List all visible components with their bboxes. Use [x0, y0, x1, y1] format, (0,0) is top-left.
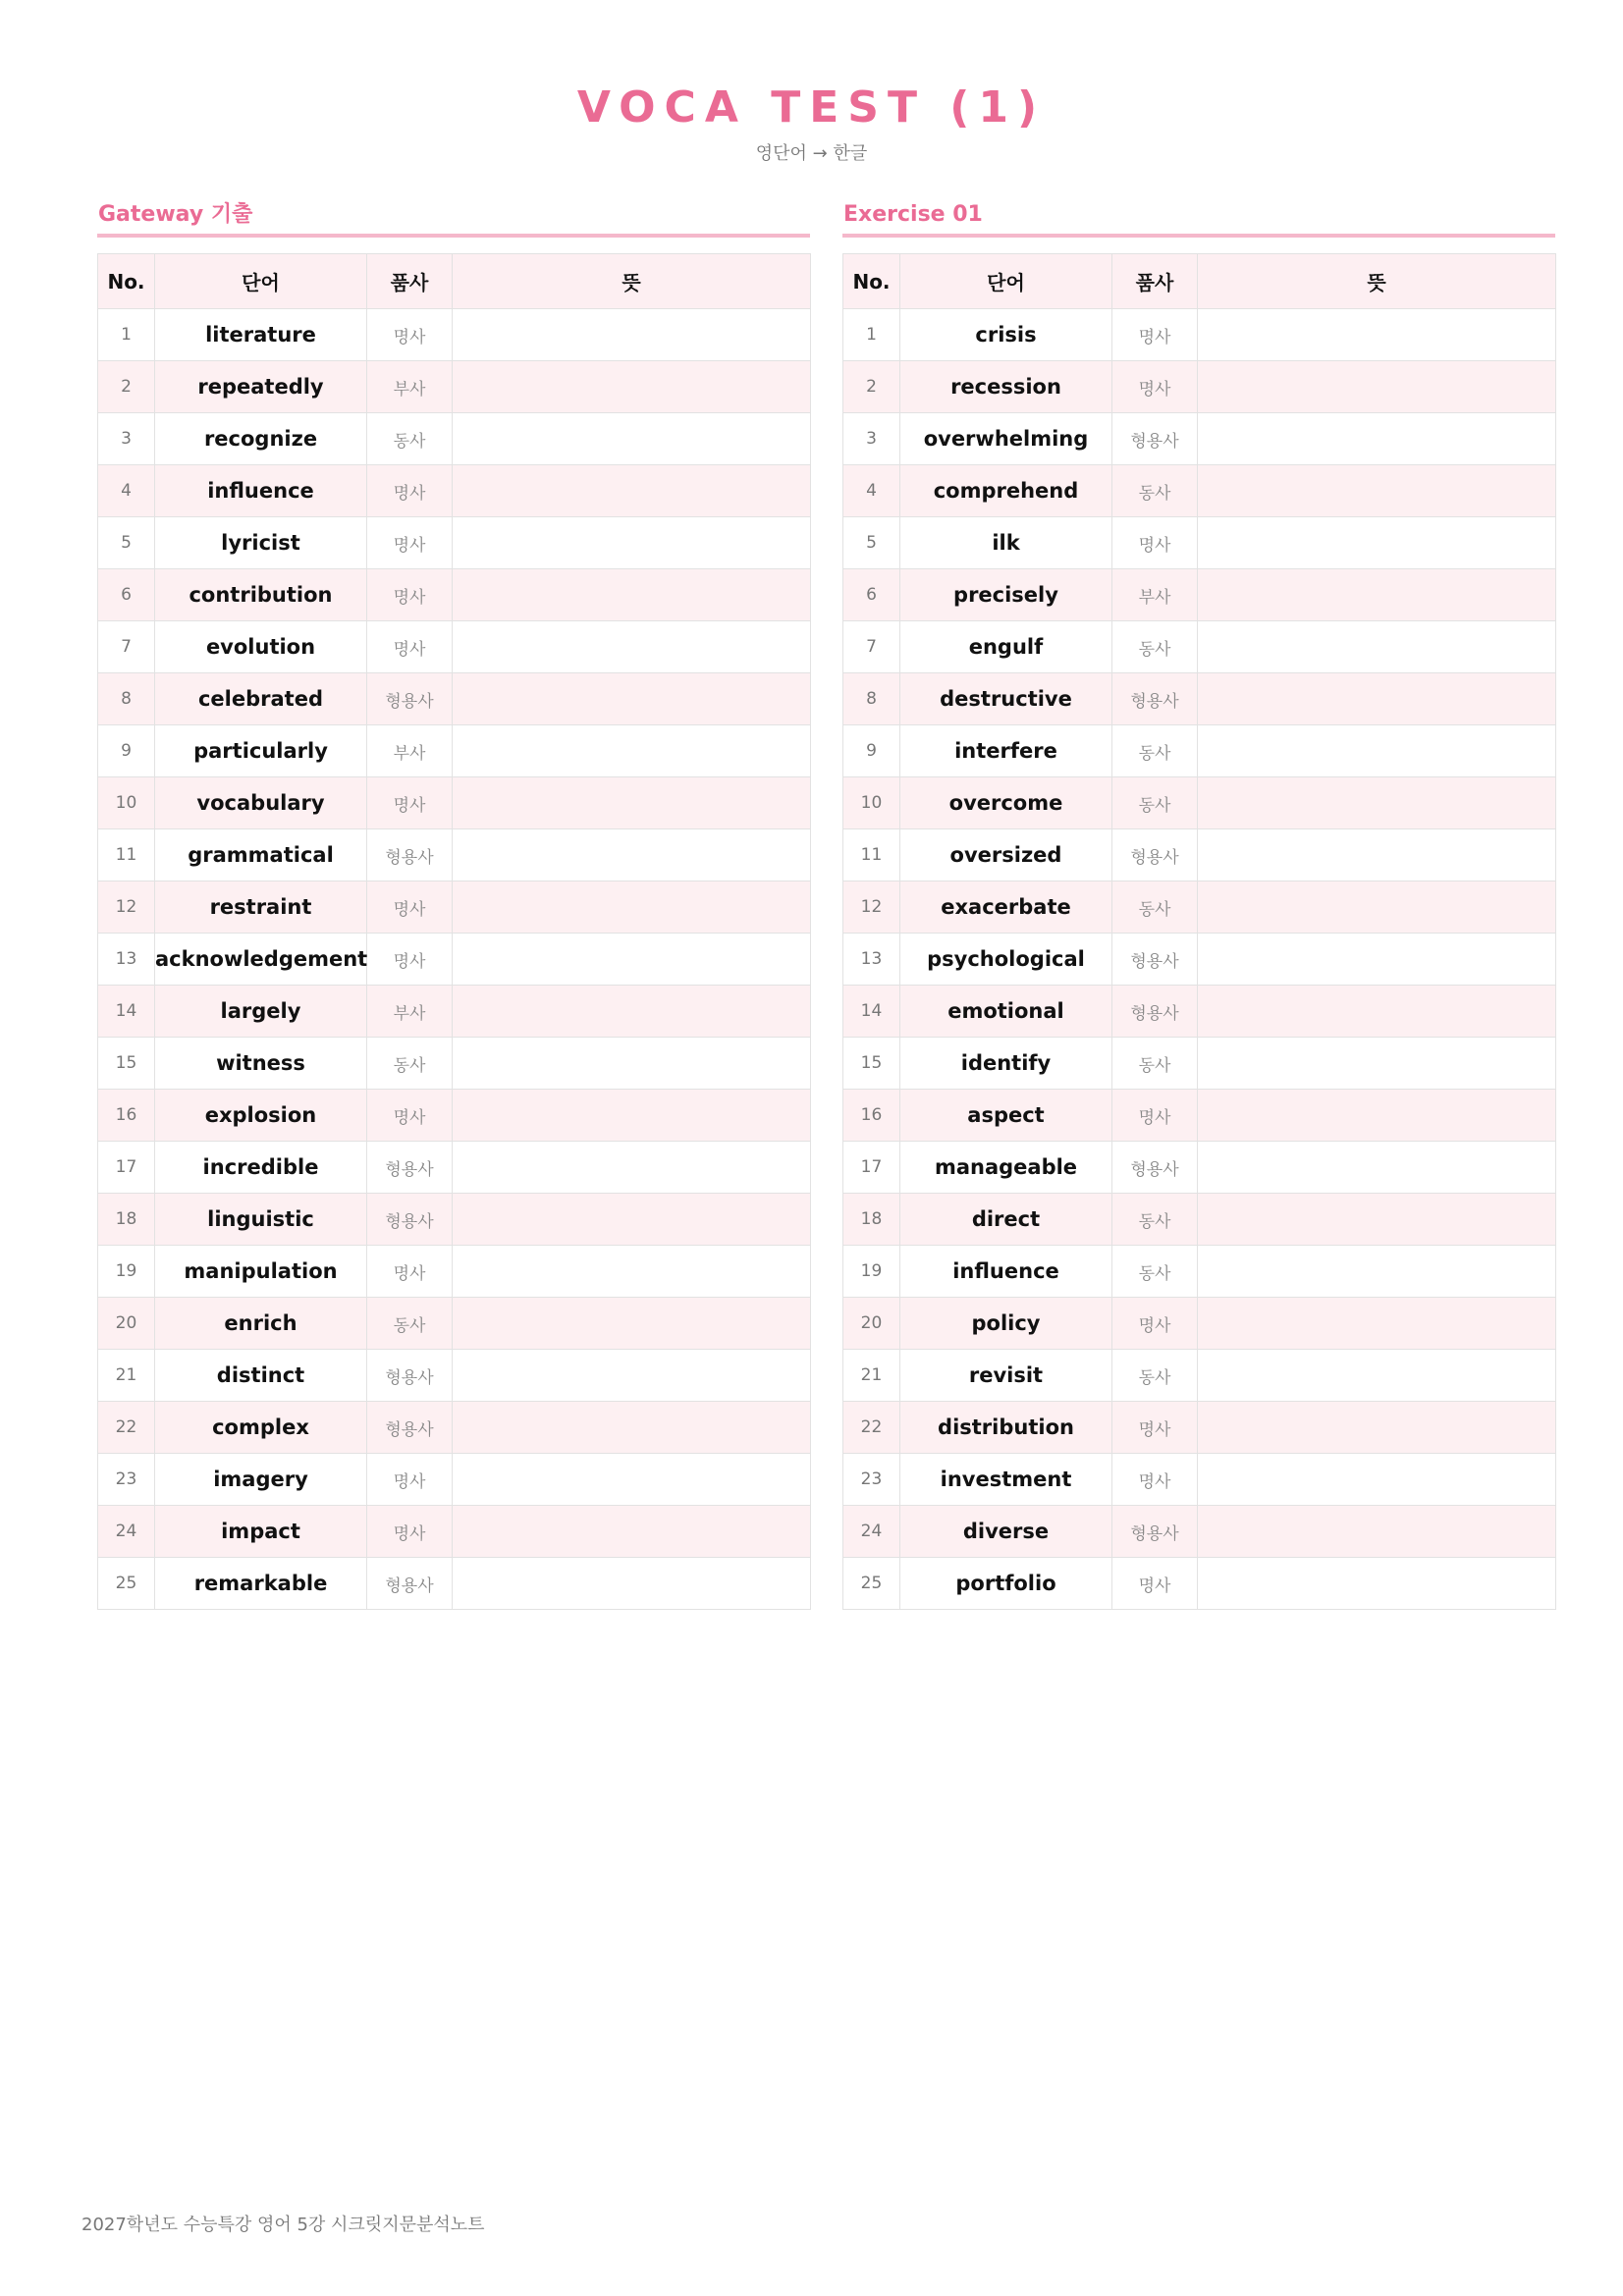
column-header-no: No.: [843, 254, 900, 309]
meaning-cell: [1198, 309, 1556, 361]
meaning-cell: [453, 1454, 811, 1506]
meaning-cell: [453, 1402, 811, 1454]
table-row: [843, 673, 1556, 725]
table-row: [98, 465, 811, 517]
table-row: [98, 1142, 811, 1194]
vocab-word: crisis: [900, 309, 1112, 361]
table-row: [843, 1246, 1556, 1298]
vocab-word: interfere: [900, 725, 1112, 777]
row-number: 9: [843, 725, 900, 777]
part-of-speech: 명사: [367, 777, 453, 829]
vocab-word: acknowledgement: [155, 934, 367, 986]
part-of-speech: 형용사: [1112, 413, 1198, 465]
row-number: 25: [98, 1558, 155, 1610]
meaning-cell: [453, 569, 811, 621]
part-of-speech: 명사: [1112, 1402, 1198, 1454]
part-of-speech: 명사: [1112, 309, 1198, 361]
part-of-speech: 형용사: [367, 829, 453, 881]
column-header-pos: 품사: [367, 254, 453, 309]
meaning-cell: [453, 1298, 811, 1350]
meaning-cell: [453, 881, 811, 934]
table-row: [98, 777, 811, 829]
vocab-word: explosion: [155, 1090, 367, 1142]
column-header-no: No.: [98, 254, 155, 309]
part-of-speech: 명사: [367, 309, 453, 361]
row-number: 8: [843, 673, 900, 725]
meaning-cell: [1198, 829, 1556, 881]
part-of-speech: 명사: [367, 517, 453, 569]
row-number: 23: [98, 1454, 155, 1506]
vocab-word: vocabulary: [155, 777, 367, 829]
row-number: 12: [98, 881, 155, 934]
part-of-speech: 동사: [1112, 1246, 1198, 1298]
meaning-cell: [1198, 777, 1556, 829]
meaning-cell: [453, 1246, 811, 1298]
vocab-word: repeatedly: [155, 361, 367, 413]
vocab-table-body: [843, 309, 1556, 1610]
row-number: 16: [843, 1090, 900, 1142]
vocab-word: revisit: [900, 1350, 1112, 1402]
part-of-speech: 동사: [1112, 725, 1198, 777]
meaning-cell: [1198, 934, 1556, 986]
part-of-speech: 형용사: [1112, 1506, 1198, 1558]
table-row: [98, 1194, 811, 1246]
row-number: 22: [98, 1402, 155, 1454]
vocab-word: identify: [900, 1038, 1112, 1090]
vocab-word: engulf: [900, 621, 1112, 673]
table-row: [98, 413, 811, 465]
vocab-word: recession: [900, 361, 1112, 413]
vocab-word: diverse: [900, 1506, 1112, 1558]
vocab-word: lyricist: [155, 517, 367, 569]
vocab-word: remarkable: [155, 1558, 367, 1610]
row-number: 13: [98, 934, 155, 986]
row-number: 21: [843, 1350, 900, 1402]
table-row: [98, 1454, 811, 1506]
table-row: [843, 1194, 1556, 1246]
part-of-speech: 명사: [1112, 517, 1198, 569]
meaning-cell: [453, 1090, 811, 1142]
part-of-speech: 형용사: [1112, 829, 1198, 881]
table-row: [843, 361, 1556, 413]
row-number: 6: [843, 569, 900, 621]
part-of-speech: 형용사: [367, 1558, 453, 1610]
row-number: 15: [843, 1038, 900, 1090]
part-of-speech: 명사: [1112, 1558, 1198, 1610]
part-of-speech: 동사: [1112, 621, 1198, 673]
meaning-cell: [1198, 1350, 1556, 1402]
row-number: 12: [843, 881, 900, 934]
table-row: [843, 777, 1556, 829]
table-row: [843, 1402, 1556, 1454]
table-row: [843, 621, 1556, 673]
meaning-cell: [1198, 361, 1556, 413]
table-row: [843, 569, 1556, 621]
vocab-word: grammatical: [155, 829, 367, 881]
row-number: 2: [98, 361, 155, 413]
table-row: [98, 361, 811, 413]
vocab-word: contribution: [155, 569, 367, 621]
part-of-speech: 부사: [367, 725, 453, 777]
page-footer: 2027학년도 수능특강 영어 5강 시크릿지문분석노트: [81, 2215, 485, 2235]
vocab-word: destructive: [900, 673, 1112, 725]
vocab-word: policy: [900, 1298, 1112, 1350]
meaning-cell: [1198, 569, 1556, 621]
row-number: 23: [843, 1454, 900, 1506]
vocab-word: influence: [900, 1246, 1112, 1298]
meaning-cell: [1198, 413, 1556, 465]
vocab-word: comprehend: [900, 465, 1112, 517]
part-of-speech: 명사: [367, 881, 453, 934]
page-subtitle: 영단어 → 한글: [755, 143, 868, 164]
row-number: 1: [843, 309, 900, 361]
meaning-cell: [453, 1038, 811, 1090]
column-header-word: 단어: [900, 254, 1112, 309]
table-row: [843, 1038, 1556, 1090]
table-row: [98, 934, 811, 986]
meaning-cell: [1198, 1038, 1556, 1090]
row-number: 4: [843, 465, 900, 517]
part-of-speech: 부사: [1112, 569, 1198, 621]
vocab-word: manipulation: [155, 1246, 367, 1298]
row-number: 14: [98, 986, 155, 1038]
meaning-cell: [453, 777, 811, 829]
meaning-cell: [1198, 1506, 1556, 1558]
table-row: [843, 517, 1556, 569]
meaning-cell: [453, 1142, 811, 1194]
row-number: 5: [98, 517, 155, 569]
part-of-speech: 명사: [367, 934, 453, 986]
row-number: 18: [843, 1194, 900, 1246]
vocab-word: witness: [155, 1038, 367, 1090]
meaning-cell: [1198, 465, 1556, 517]
meaning-cell: [453, 986, 811, 1038]
part-of-speech: 형용사: [1112, 934, 1198, 986]
table-row: [98, 986, 811, 1038]
row-number: 3: [98, 413, 155, 465]
header-row: [98, 254, 811, 309]
table-row: [843, 1506, 1556, 1558]
vocab-word: celebrated: [155, 673, 367, 725]
part-of-speech: 동사: [1112, 777, 1198, 829]
row-number: 10: [843, 777, 900, 829]
row-number: 9: [98, 725, 155, 777]
part-of-speech: 동사: [1112, 1194, 1198, 1246]
meaning-cell: [453, 934, 811, 986]
part-of-speech: 형용사: [367, 673, 453, 725]
column-header-word: 단어: [155, 254, 367, 309]
part-of-speech: 명사: [367, 1506, 453, 1558]
meaning-cell: [1198, 1090, 1556, 1142]
row-number: 15: [98, 1038, 155, 1090]
part-of-speech: 형용사: [367, 1350, 453, 1402]
table-row: [843, 1558, 1556, 1610]
meaning-cell: [453, 621, 811, 673]
meaning-cell: [1198, 621, 1556, 673]
table-row: [843, 829, 1556, 881]
table-row: [98, 1558, 811, 1610]
table-row: [98, 1506, 811, 1558]
table-row: [98, 309, 811, 361]
meaning-cell: [1198, 673, 1556, 725]
row-number: 16: [98, 1090, 155, 1142]
meaning-cell: [453, 413, 811, 465]
row-number: 11: [843, 829, 900, 881]
part-of-speech: 동사: [1112, 881, 1198, 934]
row-number: 22: [843, 1402, 900, 1454]
vocab-word: evolution: [155, 621, 367, 673]
meaning-cell: [453, 673, 811, 725]
table-row: [98, 517, 811, 569]
vocab-word: aspect: [900, 1090, 1112, 1142]
part-of-speech: 동사: [367, 413, 453, 465]
table-row: [843, 1454, 1556, 1506]
vocab-word: complex: [155, 1402, 367, 1454]
row-number: 4: [98, 465, 155, 517]
table-row: [98, 1350, 811, 1402]
meaning-cell: [1198, 986, 1556, 1038]
row-number: 13: [843, 934, 900, 986]
part-of-speech: 형용사: [367, 1142, 453, 1194]
table-row: [98, 1090, 811, 1142]
vocab-word: influence: [155, 465, 367, 517]
table-row: [98, 621, 811, 673]
part-of-speech: 명사: [367, 1090, 453, 1142]
part-of-speech: 부사: [367, 361, 453, 413]
header-row: [843, 254, 1556, 309]
meaning-cell: [453, 361, 811, 413]
part-of-speech: 동사: [1112, 1350, 1198, 1402]
part-of-speech: 명사: [367, 569, 453, 621]
meaning-cell: [453, 517, 811, 569]
table-row: [843, 465, 1556, 517]
meaning-cell: [453, 465, 811, 517]
vocab-word: largely: [155, 986, 367, 1038]
meaning-cell: [1198, 1454, 1556, 1506]
table-row: [98, 1402, 811, 1454]
part-of-speech: 명사: [1112, 1090, 1198, 1142]
meaning-cell: [1198, 725, 1556, 777]
table-row: [843, 309, 1556, 361]
meaning-cell: [1198, 1194, 1556, 1246]
table-row: [98, 829, 811, 881]
part-of-speech: 형용사: [1112, 673, 1198, 725]
part-of-speech: 형용사: [367, 1402, 453, 1454]
table-row: [843, 725, 1556, 777]
vocab-word: distribution: [900, 1402, 1112, 1454]
table-row: [98, 1038, 811, 1090]
part-of-speech: 명사: [367, 1454, 453, 1506]
section-exercise: [842, 198, 1555, 1610]
part-of-speech: 동사: [1112, 1038, 1198, 1090]
table-row: [843, 1142, 1556, 1194]
row-number: 19: [843, 1246, 900, 1298]
table-row: [843, 413, 1556, 465]
row-number: 24: [98, 1506, 155, 1558]
vocab-table: [842, 253, 1556, 1610]
meaning-cell: [1198, 881, 1556, 934]
part-of-speech: 형용사: [1112, 986, 1198, 1038]
part-of-speech: 부사: [367, 986, 453, 1038]
table-row: [843, 1298, 1556, 1350]
row-number: 5: [843, 517, 900, 569]
row-number: 19: [98, 1246, 155, 1298]
meaning-cell: [453, 1350, 811, 1402]
part-of-speech: 동사: [367, 1298, 453, 1350]
vocab-word: distinct: [155, 1350, 367, 1402]
table-row: [98, 569, 811, 621]
part-of-speech: 명사: [367, 1246, 453, 1298]
row-number: 14: [843, 986, 900, 1038]
table-row: [98, 725, 811, 777]
table-row: [98, 881, 811, 934]
part-of-speech: 형용사: [367, 1194, 453, 1246]
row-number: 25: [843, 1558, 900, 1610]
vocab-word: manageable: [900, 1142, 1112, 1194]
meaning-cell: [453, 1194, 811, 1246]
table-row: [98, 1298, 811, 1350]
vocab-word: emotional: [900, 986, 1112, 1038]
row-number: 20: [843, 1298, 900, 1350]
meaning-cell: [1198, 1558, 1556, 1610]
vocab-word: psychological: [900, 934, 1112, 986]
part-of-speech: 명사: [1112, 1298, 1198, 1350]
vocab-word: impact: [155, 1506, 367, 1558]
vocab-word: direct: [900, 1194, 1112, 1246]
row-number: 17: [98, 1142, 155, 1194]
part-of-speech: 동사: [367, 1038, 453, 1090]
vocab-word: precisely: [900, 569, 1112, 621]
row-number: 3: [843, 413, 900, 465]
row-number: 24: [843, 1506, 900, 1558]
table-row: [98, 673, 811, 725]
vocab-word: overwhelming: [900, 413, 1112, 465]
vocab-word: restraint: [155, 881, 367, 934]
row-number: 8: [98, 673, 155, 725]
meaning-cell: [453, 725, 811, 777]
vocab-word: literature: [155, 309, 367, 361]
vocab-word: overcome: [900, 777, 1112, 829]
table-row: [98, 1246, 811, 1298]
vocab-word: oversized: [900, 829, 1112, 881]
vocab-word: particularly: [155, 725, 367, 777]
part-of-speech: 형용사: [1112, 1142, 1198, 1194]
row-number: 7: [98, 621, 155, 673]
vocab-word: investment: [900, 1454, 1112, 1506]
vocab-word: linguistic: [155, 1194, 367, 1246]
column-header-meaning: 뜻: [453, 254, 811, 309]
meaning-cell: [1198, 1298, 1556, 1350]
section-title: Gateway 기출: [97, 198, 810, 238]
row-number: 6: [98, 569, 155, 621]
part-of-speech: 명사: [1112, 361, 1198, 413]
meaning-cell: [1198, 517, 1556, 569]
vocab-word: exacerbate: [900, 881, 1112, 934]
table-row: [843, 934, 1556, 986]
part-of-speech: 명사: [367, 621, 453, 673]
column-header-pos: 품사: [1112, 254, 1198, 309]
vocab-word: ilk: [900, 517, 1112, 569]
part-of-speech: 명사: [367, 465, 453, 517]
row-number: 17: [843, 1142, 900, 1194]
meaning-cell: [1198, 1142, 1556, 1194]
part-of-speech: 명사: [1112, 1454, 1198, 1506]
table-row: [843, 1350, 1556, 1402]
meaning-cell: [1198, 1246, 1556, 1298]
section-title: Exercise 01: [842, 198, 1555, 238]
row-number: 7: [843, 621, 900, 673]
page-title: VOCA TEST (1): [576, 82, 1047, 133]
row-number: 10: [98, 777, 155, 829]
meaning-cell: [1198, 1402, 1556, 1454]
meaning-cell: [453, 1558, 811, 1610]
row-number: 2: [843, 361, 900, 413]
vocab-word: portfolio: [900, 1558, 1112, 1610]
meaning-cell: [453, 309, 811, 361]
row-number: 18: [98, 1194, 155, 1246]
row-number: 20: [98, 1298, 155, 1350]
section-gateway: [97, 198, 810, 1610]
row-number: 1: [98, 309, 155, 361]
column-header-meaning: 뜻: [1198, 254, 1556, 309]
table-row: [843, 1090, 1556, 1142]
meaning-cell: [453, 829, 811, 881]
table-row: [843, 881, 1556, 934]
vocab-table: [97, 253, 811, 1610]
row-number: 11: [98, 829, 155, 881]
part-of-speech: 동사: [1112, 465, 1198, 517]
vocab-word: imagery: [155, 1454, 367, 1506]
vocab-table-body: [98, 309, 811, 1610]
table-row: [843, 986, 1556, 1038]
meaning-cell: [453, 1506, 811, 1558]
vocab-word: recognize: [155, 413, 367, 465]
row-number: 21: [98, 1350, 155, 1402]
vocab-word: enrich: [155, 1298, 367, 1350]
vocab-word: incredible: [155, 1142, 367, 1194]
